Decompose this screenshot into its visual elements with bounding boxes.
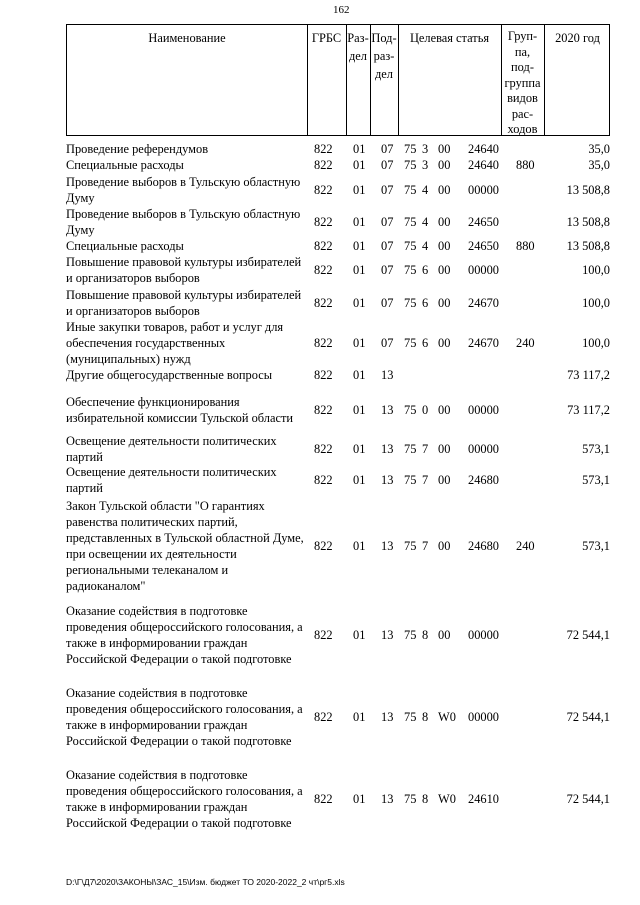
- page-number: 162: [333, 4, 350, 16]
- cell-cs2: 6: [422, 296, 429, 310]
- cell-grp: 880: [516, 239, 535, 253]
- cell-cs3: 00: [438, 442, 451, 456]
- cell-cs3: 00: [438, 142, 451, 156]
- cell-grbs: 822: [314, 792, 333, 806]
- cell-cs2: 0: [422, 403, 429, 417]
- cell-amt: 72 544,1: [566, 792, 610, 806]
- cell-cs1: 75: [404, 142, 417, 156]
- cell-razd: 01: [353, 215, 366, 229]
- cell-cs3: 00: [438, 628, 451, 642]
- cell-grp: 880: [516, 158, 535, 172]
- cell-grbs: 822: [314, 215, 333, 229]
- row-name: Оказание содействия в подготовке проведения общероссийского голосования, а также в информировании граждан Российской Федерации о такой подготовке: [66, 768, 303, 830]
- header-name: Наименование: [148, 31, 226, 45]
- cell-cs1: 75: [404, 183, 417, 197]
- cell-grbs: 822: [314, 368, 333, 382]
- cell-razd: 01: [353, 183, 366, 197]
- cell-cs4: 00000: [468, 183, 499, 197]
- header-year: 2020 год: [555, 31, 600, 45]
- cell-grbs: 822: [314, 403, 333, 417]
- header-grbs: ГРБС: [311, 31, 342, 45]
- cell-cs1: 75: [404, 403, 417, 417]
- cell-cs2: 4: [422, 183, 429, 197]
- cell-razd: 01: [353, 158, 366, 172]
- cell-podr: 13: [381, 710, 394, 724]
- cell-cs1: 75: [404, 158, 417, 172]
- cell-podr: 07: [381, 142, 394, 156]
- cell-cs4: 24670: [468, 296, 499, 310]
- cell-cs2: 3: [422, 158, 429, 172]
- header-razdel: Раз- дел: [347, 31, 369, 63]
- cell-amt: 73 117,2: [567, 403, 610, 417]
- cell-razd: 01: [353, 539, 366, 553]
- cell-cs4: 00000: [468, 628, 499, 642]
- cell-podr: 13: [381, 628, 394, 642]
- cell-cs4: 00000: [468, 710, 499, 724]
- cell-cs1: 75: [404, 336, 417, 350]
- cell-cs4: 24650: [468, 239, 499, 253]
- cell-cs1: 75: [404, 442, 417, 456]
- cell-cs4: 24670: [468, 336, 499, 350]
- cell-cs2: 7: [422, 473, 429, 487]
- cell-razd: 01: [353, 368, 366, 382]
- cell-cs2: 6: [422, 263, 429, 277]
- cell-podr: 07: [381, 239, 394, 253]
- row-name: Проведение референдумов: [66, 142, 209, 156]
- cell-grbs: 822: [314, 539, 333, 553]
- header-celevaya-statya: Целевая статья: [409, 31, 490, 45]
- cell-cs1: 75: [404, 628, 417, 642]
- cell-amt: 13 508,8: [566, 239, 610, 253]
- cell-grbs: 822: [314, 183, 333, 197]
- cell-cs1: 75: [404, 263, 417, 277]
- row-name: Повышение правовой культуры избирателей и организаторов выборов: [66, 288, 302, 318]
- cell-cs4: 24650: [468, 215, 499, 229]
- cell-amt: 573,1: [582, 473, 610, 487]
- cell-podr: 13: [381, 792, 394, 806]
- cell-cs1: 75: [404, 215, 417, 229]
- cell-razd: 01: [353, 792, 366, 806]
- cell-cs2: 4: [422, 215, 429, 229]
- table-header: [66, 24, 610, 136]
- cell-cs3: W0: [438, 710, 456, 724]
- cell-grbs: 822: [314, 142, 333, 156]
- cell-amt: 72 544,1: [566, 628, 610, 642]
- cell-cs4: 00000: [468, 403, 499, 417]
- cell-amt: 35,0: [588, 158, 610, 172]
- cell-cs4: 24640: [468, 142, 499, 156]
- cell-amt: 100,0: [582, 263, 610, 277]
- cell-amt: 13 508,8: [566, 215, 610, 229]
- cell-cs2: 8: [422, 792, 429, 806]
- cell-cs3: 00: [438, 158, 451, 172]
- cell-amt: 73 117,2: [567, 368, 610, 382]
- cell-cs1: 75: [404, 792, 417, 806]
- cell-grbs: 822: [314, 473, 333, 487]
- row-name: Освещение деятельности политических партий: [66, 434, 277, 464]
- cell-cs2: 4: [422, 239, 429, 253]
- cell-podr: 07: [381, 183, 394, 197]
- cell-amt: 573,1: [582, 442, 610, 456]
- cell-amt: 573,1: [582, 539, 610, 553]
- cell-podr: 07: [381, 296, 394, 310]
- cell-podr: 07: [381, 215, 394, 229]
- cell-razd: 01: [353, 142, 366, 156]
- cell-cs4: 24640: [468, 158, 499, 172]
- row-name: Специальные расходы: [66, 158, 184, 172]
- cell-razd: 01: [353, 442, 366, 456]
- cell-amt: 72 544,1: [566, 710, 610, 724]
- cell-grp: 240: [516, 336, 535, 350]
- cell-razd: 01: [353, 296, 366, 310]
- header-gruppa: Груп- па, под- группа видов рас- ходов: [504, 29, 541, 136]
- cell-cs1: 75: [404, 296, 417, 310]
- row-name: Проведение выборов в Тульскую областную Думу: [66, 207, 301, 237]
- cell-cs1: 75: [404, 710, 417, 724]
- cell-amt: 100,0: [582, 336, 610, 350]
- cell-razd: 01: [353, 710, 366, 724]
- cell-podr: 07: [381, 336, 394, 350]
- cell-cs3: 00: [438, 263, 451, 277]
- cell-cs4: 24680: [468, 539, 499, 553]
- cell-cs4: 24610: [468, 792, 499, 806]
- row-name: Специальные расходы: [66, 239, 184, 253]
- row-name: Оказание содействия в подготовке проведения общероссийского голосования, а также в информировании граждан Российской Федерации о такой подготовке: [66, 604, 303, 666]
- cell-cs2: 7: [422, 539, 429, 553]
- cell-cs3: 00: [438, 239, 451, 253]
- row-name: Проведение выборов в Тульскую областную Думу: [66, 175, 301, 205]
- cell-cs1: 75: [404, 239, 417, 253]
- cell-cs3: 00: [438, 539, 451, 553]
- cell-podr: 07: [381, 263, 394, 277]
- cell-amt: 13 508,8: [566, 183, 610, 197]
- cell-cs3: 00: [438, 403, 451, 417]
- cell-cs2: 8: [422, 710, 429, 724]
- cell-podr: 13: [381, 539, 394, 553]
- cell-cs3: 00: [438, 183, 451, 197]
- cell-cs2: 6: [422, 336, 429, 350]
- row-name: Иные закупки товаров, работ и услуг для обеспечения государственных (муниципальных) нужд: [66, 320, 284, 366]
- file-path: D:\Г\Д7\2020\ЗАКОНЫ\ЗАС_15\Изм. бюджет ТО 2020-2022_2 чт\рг5.xls: [66, 877, 345, 887]
- cell-podr: 13: [381, 473, 394, 487]
- cell-cs4: 00000: [468, 263, 499, 277]
- cell-cs1: 75: [404, 473, 417, 487]
- cell-grbs: 822: [314, 158, 333, 172]
- cell-cs4: 00000: [468, 442, 499, 456]
- cell-razd: 01: [353, 239, 366, 253]
- cell-grbs: 822: [314, 336, 333, 350]
- cell-podr: 13: [381, 442, 394, 456]
- cell-cs2: 3: [422, 142, 429, 156]
- cell-grbs: 822: [314, 239, 333, 253]
- cell-cs3: W0: [438, 792, 456, 806]
- cell-cs2: 8: [422, 628, 429, 642]
- cell-razd: 01: [353, 628, 366, 642]
- cell-amt: 100,0: [582, 296, 610, 310]
- row-name: Освещение деятельности политических партий: [66, 465, 277, 495]
- row-name: Повышение правовой культуры избирателей и организаторов выборов: [66, 255, 302, 285]
- cell-cs3: 00: [438, 473, 451, 487]
- cell-podr: 13: [381, 403, 394, 417]
- header-podrazdel: Под- раз- дел: [371, 31, 397, 81]
- cell-razd: 01: [353, 263, 366, 277]
- cell-razd: 01: [353, 336, 366, 350]
- cell-cs4: 24680: [468, 473, 499, 487]
- cell-podr: 07: [381, 158, 394, 172]
- cell-cs3: 00: [438, 296, 451, 310]
- row-name: Другие общегосударственные вопросы: [66, 368, 273, 382]
- cell-cs1: 75: [404, 539, 417, 553]
- cell-razd: 01: [353, 473, 366, 487]
- cell-cs3: 00: [438, 336, 451, 350]
- cell-cs3: 00: [438, 215, 451, 229]
- cell-cs2: 7: [422, 442, 429, 456]
- cell-grbs: 822: [314, 710, 333, 724]
- cell-grbs: 822: [314, 296, 333, 310]
- row-name: Закон Тульской области "О гарантиях равенства политических партий, представленных в Тульской областной Думе, при освещении их деятельности региональными телеканалом и радиоканалом": [66, 499, 304, 593]
- cell-grbs: 822: [314, 442, 333, 456]
- row-name: Обеспечение функционирования избирательной комиссии Тульской области: [66, 395, 293, 425]
- cell-grbs: 822: [314, 628, 333, 642]
- cell-amt: 35,0: [588, 142, 610, 156]
- cell-grbs: 822: [314, 263, 333, 277]
- row-name: Оказание содействия в подготовке проведения общероссийского голосования, а также в информировании граждан Российской Федерации о такой подготовке: [66, 686, 303, 748]
- cell-podr: 13: [381, 368, 394, 382]
- cell-grp: 240: [516, 539, 535, 553]
- cell-razd: 01: [353, 403, 366, 417]
